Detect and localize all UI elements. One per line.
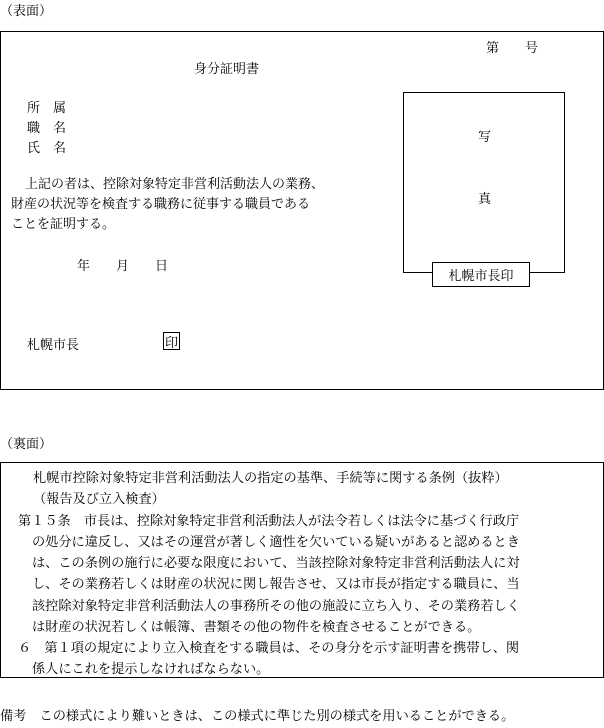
article-line-6: は財産の状況若しくは帳簿、書類その他の物件を検査させることができる。 — [32, 620, 481, 635]
official-seal-label: 札幌市長印 — [448, 269, 514, 284]
statement-line-3: ことを証明する。 — [11, 217, 116, 232]
official-seal — [432, 262, 530, 287]
article-line-1: 第１５条 市長は、控除対象特定非営利活動法人が法令若しくは法令に基づく行政庁 — [18, 514, 520, 529]
date-label: 年 月 日 — [77, 259, 169, 274]
article-line-8: 係人にこれを提示しなければならない。 — [32, 662, 270, 677]
field-affiliation: 所 属 — [27, 101, 67, 116]
photo-label-2: 真 — [478, 192, 492, 207]
article-line-5: 該控除対象特定非営利活動法人の事務所その他の施設に立ち入り、その業務若しく — [32, 599, 520, 614]
article-line-2: の処分に違反し、又はその運営が著しく適性を欠いている疑いがあると認めるとき — [32, 535, 520, 550]
article-heading: （報告及び立入検査） — [33, 492, 165, 507]
statement-line-2: 財産の状況等を検査する職務に従事する職員である — [11, 197, 311, 212]
front-section-label: （表面） — [0, 4, 53, 19]
law-title: 札幌市控除対象特定非営利活動法人の指定の基準、手続等に関する条例（抜粋） — [33, 471, 508, 486]
field-position: 職 名 — [27, 121, 67, 136]
article-line-3: は、この条例の施行に必要な限度において、当該控除対象特定非営利活動法人に対 — [32, 556, 520, 571]
stamp-mark-text: 印 — [164, 335, 178, 351]
article-line-4: し、その業務若しくは財産の状況に関し報告させ、又は市長が指定する職員に、当 — [32, 577, 520, 592]
certificate-number-label: 第 号 — [486, 41, 539, 56]
mayor-label: 札幌市長 — [27, 338, 80, 353]
photo-area — [403, 92, 565, 273]
statement-line-1: 上記の者は、控除対象特定非営利活動法人の業務、 — [25, 177, 325, 192]
certificate-title: 身分証明書 — [194, 62, 260, 77]
back-section-label: （裏面） — [0, 437, 53, 452]
field-name: 氏 名 — [27, 141, 67, 156]
photo-label-1: 写 — [478, 130, 492, 145]
remarks: 備考 この様式により難いときは、この様式に準じた別の様式を用いることができる。 — [0, 709, 515, 724]
stamp-mark — [163, 332, 180, 350]
article-line-7: ６ 第１項の規定により立入検査をする職員は、その身分を示す証明書を携帯し、関 — [18, 641, 520, 656]
